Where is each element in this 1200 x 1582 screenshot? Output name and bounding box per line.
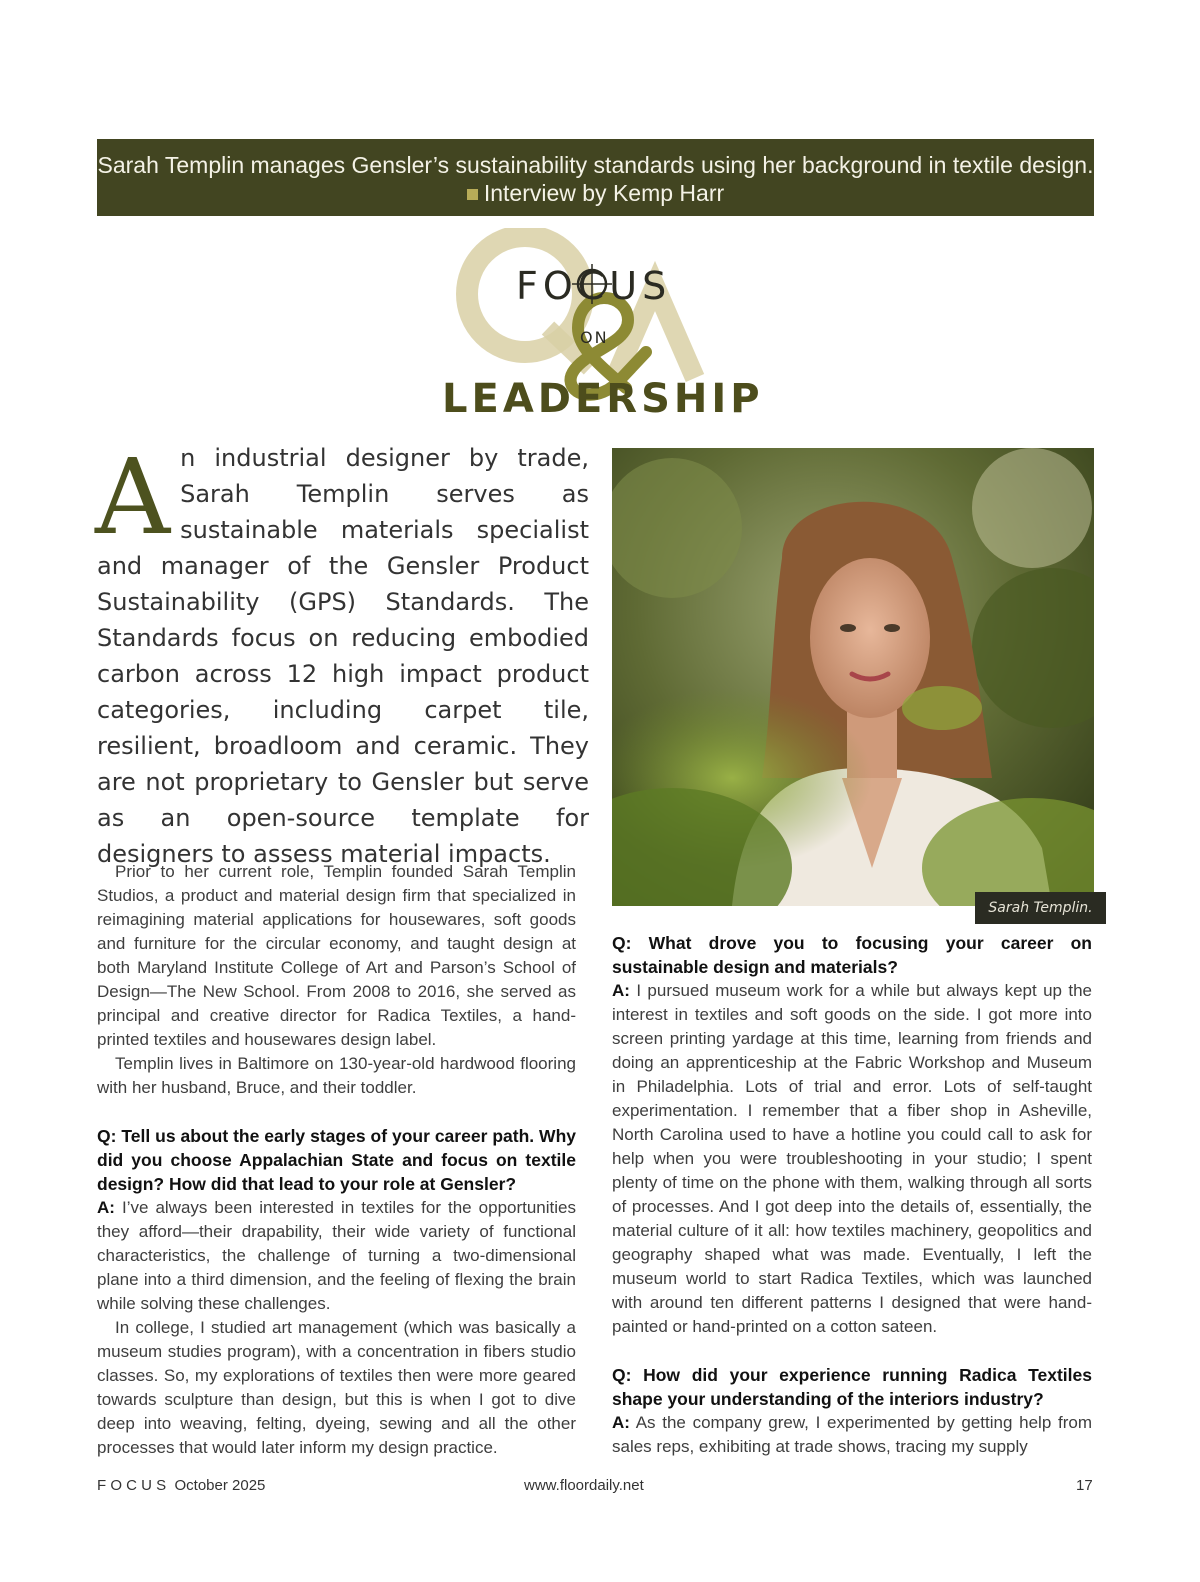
footer-website-link[interactable]: www.floordaily.net (524, 1477, 644, 1494)
focus-qa-leadership-logo (440, 228, 764, 428)
lead-paragraph (95, 436, 589, 872)
answer-3-text: As the company grew, I experimented by getting help from sales reps, exhibiting at trade shows, tracing my supply (612, 1413, 1092, 1456)
answer-label: A: (612, 1413, 630, 1432)
answer-label: A: (97, 1198, 115, 1217)
logo-focus-word: FOCUS (516, 264, 672, 308)
question-1: Q: Tell us about the early stages of your career path. Why did you choose Appalachian State and focus on textile design? How did that lead to your role at Gensler? (97, 1126, 576, 1194)
photo-caption: Sarah Templin. (975, 892, 1106, 924)
portrait-image (612, 448, 1094, 906)
page-number: 17 (1076, 1477, 1093, 1494)
answer-1-text: I’ve always been interested in textiles for the opportunities they afford—their drapability, their wide variety of functional characteristics, the challenge of turning a two-dimensional plane into a third dimension, and the feeling of flexing the brain while solving these challenges. (97, 1198, 576, 1313)
question-3: Q: How did your experience running Radica Textiles shape your understanding of the interiors industry? (612, 1365, 1092, 1409)
answer-1 (97, 1196, 576, 1316)
banner-subtitle: Sarah Templin manages Gensler’s sustainability standards using her background in textile design. (97, 152, 1094, 178)
header-banner (97, 139, 1094, 216)
square-bullet-icon (467, 189, 478, 200)
portrait-photo (612, 448, 1094, 906)
footer-publication: F O C U S October 2025 (97, 1477, 266, 1494)
answer-3 (612, 1411, 1092, 1459)
logo-on-word: ON (580, 328, 609, 347)
question-2: Q: What drove you to focusing your career on sustainable design and materials? (612, 933, 1092, 977)
banner-byline-row (97, 179, 1094, 207)
lead-text: n industrial designer by trade, Sarah Templin serves as sustainable materials specialist and manager of the Gensler Product Sustainability (GPS) Standards. The Standards focus on reducing embodied carbon across 12 high impact product categories, including carpet tile, resilient, broadloom and ceramic. They are not proprietary to Gensler but serve as an open-source template for designers to assess material impacts. (97, 444, 589, 868)
logo-leadership-word: LEADERSHIP (442, 376, 764, 422)
right-column (612, 931, 1092, 1459)
bio-paragraph: Prior to her current role, Templin founded Sarah Templin Studios, a product and material design firm that specialized in reimagining material applications for housewares, soft goods and furniture for the circular economy, and taught design at both Maryland Institute College of Art and Parson’s School of Design—The New School. From 2008 to 2016, she served as principal and creative director for Radica Textiles, a hand-printed textiles and housewares design label. (97, 862, 576, 1049)
bio-paragraph-home: Templin lives in Baltimore on 130-year-old hardwood flooring with her husband, Bruce, and their toddler. (97, 1054, 576, 1097)
left-column (97, 860, 576, 1460)
drop-cap: A (95, 436, 171, 558)
answer-2-text: I pursued museum work for a while but always kept up the interest in textiles and soft goods on the side. I got more into screen printing yardage at this time, learning from friends and doing an apprenticeship at the Fabric Workshop and Museum in Philadelphia. Lots of trial and error. Lots of self-taught experimentation. I remember that a fiber shop in Asheville, North Carolina used to have a hotline you could call to ask for help when you were troubleshooting in your studio; I spent plenty of time on the phone with them, walking through all sorts of processes. And I got deep into the details of, essentially, the material culture of it all: how textiles machinery, geopolitics and geography shaped what was made. Eventually, I left the museum world to start Radica Textiles, which was launched with around ten different patterns I designed that were hand-painted or hand-printed on a cotton sateen. (612, 981, 1092, 1336)
answer-2 (612, 979, 1092, 1339)
answer-1-continued: In college, I studied art management (which was basically a museum studies program), with a concentration in fibers studio classes. So, my explorations of textiles then were more geared towards sculpture than design, but this is when I got to dive deep into weaving, felting, dyeing, sewing and all the other processes that would later inform my design practice. (97, 1318, 576, 1457)
answer-label: A: (612, 981, 630, 1000)
banner-byline: Interview by Kemp Harr (483, 180, 725, 206)
